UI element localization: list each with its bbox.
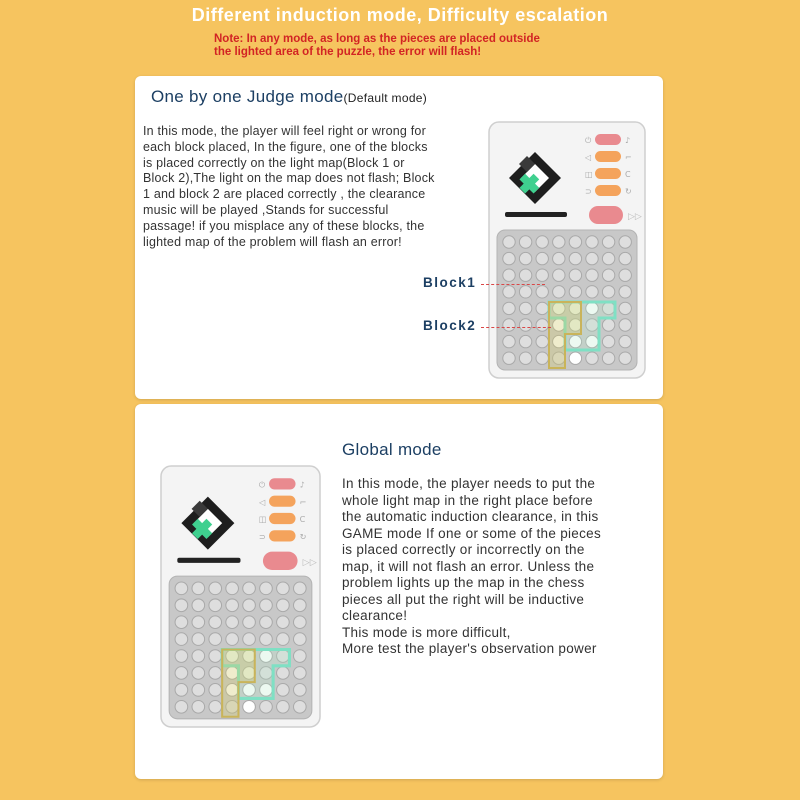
peg bbox=[209, 599, 222, 612]
peg bbox=[519, 286, 531, 298]
peg bbox=[553, 236, 565, 248]
peg bbox=[503, 352, 515, 364]
peg bbox=[192, 633, 205, 646]
block1-label: Block1 bbox=[423, 275, 477, 290]
peg bbox=[586, 286, 598, 298]
device-icon: C bbox=[299, 514, 306, 525]
peg bbox=[243, 582, 256, 595]
peg bbox=[192, 582, 205, 595]
device-judge bbox=[487, 120, 647, 385]
judge-mode-line: Block 2),The light on the map does not flash; Block bbox=[143, 171, 435, 186]
global-mode-line: More test the player's observation power bbox=[342, 641, 597, 656]
peg bbox=[192, 700, 205, 713]
peg bbox=[175, 633, 188, 646]
peg bbox=[192, 667, 205, 680]
judge-mode-line: 1 and block 2 are placed correctly , the clearance bbox=[143, 187, 426, 202]
peg bbox=[602, 352, 614, 364]
peg bbox=[175, 616, 188, 629]
peg bbox=[503, 236, 515, 248]
global-mode-line: GAME mode If one or some of the pieces bbox=[342, 525, 602, 541]
device-icon: ↻ bbox=[299, 531, 307, 542]
note-line-2: the lighted area of the puzzle, the error will flash! bbox=[214, 46, 482, 58]
device-icon: C bbox=[625, 170, 631, 179]
peg bbox=[503, 252, 515, 264]
peg bbox=[503, 302, 515, 314]
peg bbox=[294, 582, 307, 595]
page-title: Different induction mode, Difficulty escalation bbox=[191, 5, 609, 25]
peg bbox=[536, 236, 548, 248]
peg bbox=[519, 252, 531, 264]
peg bbox=[175, 700, 188, 713]
peg bbox=[260, 599, 273, 612]
peg bbox=[175, 667, 188, 680]
peg bbox=[209, 616, 222, 629]
device-button bbox=[269, 496, 296, 507]
peg bbox=[586, 269, 598, 281]
block2-pointer bbox=[481, 327, 551, 328]
peg bbox=[503, 286, 515, 298]
peg bbox=[519, 352, 531, 364]
peg bbox=[569, 352, 581, 364]
peg bbox=[536, 252, 548, 264]
peg bbox=[602, 252, 614, 264]
global-mode-line: pieces all put the right will be inductive bbox=[342, 591, 585, 607]
peg bbox=[553, 269, 565, 281]
shape-icon: ◫ bbox=[258, 514, 267, 525]
block2-label: Block2 bbox=[423, 318, 477, 333]
peg bbox=[294, 616, 307, 629]
status-bar bbox=[505, 212, 567, 217]
peg bbox=[277, 633, 290, 646]
note-line-1: Note: In any mode, as long as the pieces are placed outside bbox=[214, 33, 540, 45]
big-pink-button bbox=[589, 206, 623, 224]
peg bbox=[277, 599, 290, 612]
peg bbox=[226, 633, 239, 646]
peg bbox=[209, 633, 222, 646]
peg bbox=[519, 236, 531, 248]
peg bbox=[619, 352, 631, 364]
judge-mode-title-text: One by one Judge mode bbox=[151, 87, 344, 106]
fast-forward-icon: ▷▷ bbox=[302, 556, 317, 568]
peg bbox=[503, 269, 515, 281]
puzzle-device bbox=[158, 464, 323, 729]
judge-mode-line: is placed correctly on the light map(Block 1 or bbox=[143, 155, 405, 170]
peg bbox=[243, 700, 256, 713]
peg bbox=[209, 650, 222, 663]
peg bbox=[277, 667, 290, 680]
global-mode-line: clearance! bbox=[342, 608, 408, 623]
peg bbox=[294, 599, 307, 612]
peg bbox=[602, 335, 614, 347]
peg bbox=[536, 302, 548, 314]
peg bbox=[294, 700, 307, 713]
peg bbox=[503, 335, 515, 347]
power-icon: ⏻ bbox=[258, 479, 266, 490]
peg bbox=[619, 319, 631, 331]
peg bbox=[536, 286, 548, 298]
peg bbox=[586, 236, 598, 248]
peg bbox=[586, 352, 598, 364]
peg bbox=[536, 352, 548, 364]
note-text bbox=[214, 33, 614, 59]
peg bbox=[209, 667, 222, 680]
peg bbox=[294, 684, 307, 697]
peg bbox=[619, 286, 631, 298]
judge-mode-line: passage! if you misplace any of these blocks, the bbox=[143, 218, 425, 233]
global-mode-line: In this mode, the player needs to put the bbox=[342, 476, 596, 491]
status-bar bbox=[177, 558, 240, 563]
device-button bbox=[595, 151, 621, 162]
peg bbox=[294, 667, 307, 680]
block1-pointer bbox=[481, 284, 545, 285]
peg bbox=[294, 633, 307, 646]
puzzle-device bbox=[487, 120, 647, 380]
peg bbox=[569, 252, 581, 264]
device-button bbox=[269, 478, 296, 489]
device-button bbox=[269, 513, 296, 524]
peg bbox=[175, 582, 188, 595]
peg bbox=[260, 582, 273, 595]
peg bbox=[209, 684, 222, 697]
judge-mode-line: lighted map of the problem will flash an error! bbox=[143, 234, 402, 249]
undo-icon: ⊃ bbox=[258, 531, 266, 542]
peg bbox=[569, 286, 581, 298]
peg bbox=[243, 633, 256, 646]
peg bbox=[226, 616, 239, 629]
global-mode-line: whole light map in the right place before bbox=[342, 492, 593, 508]
global-mode-card bbox=[135, 404, 663, 779]
peg bbox=[536, 269, 548, 281]
peg bbox=[586, 252, 598, 264]
peg bbox=[553, 286, 565, 298]
peg bbox=[294, 650, 307, 663]
device-icon: ⌐ bbox=[299, 496, 307, 507]
peg bbox=[226, 582, 239, 595]
peg bbox=[260, 633, 273, 646]
judge-mode-line: In this mode, the player will feel right or wrong for bbox=[143, 124, 426, 138]
device-button bbox=[269, 530, 296, 541]
peg bbox=[226, 599, 239, 612]
peg bbox=[209, 700, 222, 713]
peg bbox=[553, 252, 565, 264]
peg bbox=[519, 269, 531, 281]
peg bbox=[192, 650, 205, 663]
peg bbox=[536, 319, 548, 331]
device-button bbox=[595, 134, 621, 145]
device-icon: ♪ bbox=[625, 136, 631, 145]
peg bbox=[536, 335, 548, 347]
peg bbox=[192, 684, 205, 697]
peg bbox=[569, 236, 581, 248]
peg bbox=[277, 582, 290, 595]
judge-mode-subtitle: (Default mode) bbox=[343, 91, 428, 105]
device-icon: ↻ bbox=[625, 187, 632, 196]
peg bbox=[619, 252, 631, 264]
peg bbox=[619, 236, 631, 248]
peg bbox=[175, 599, 188, 612]
peg bbox=[260, 616, 273, 629]
peg bbox=[243, 599, 256, 612]
peg bbox=[277, 700, 290, 713]
peg bbox=[192, 599, 205, 612]
peg bbox=[519, 302, 531, 314]
left-arrow-icon: ◁ bbox=[585, 153, 592, 162]
peg bbox=[569, 269, 581, 281]
peg bbox=[519, 319, 531, 331]
device-button bbox=[595, 185, 621, 196]
fast-forward-icon: ▷▷ bbox=[628, 212, 642, 222]
peg bbox=[175, 684, 188, 697]
global-mode-description bbox=[342, 476, 652, 658]
shape-icon: ◫ bbox=[585, 170, 593, 179]
peg bbox=[175, 650, 188, 663]
global-mode-line: the automatic induction clearance, in this bbox=[342, 509, 599, 524]
peg bbox=[277, 684, 290, 697]
peg bbox=[243, 616, 256, 629]
judge-mode-line: each block placed, In the figure, one of the blocks bbox=[143, 139, 428, 154]
device-button bbox=[595, 168, 621, 179]
peg bbox=[619, 302, 631, 314]
peg bbox=[519, 335, 531, 347]
global-mode-line: This mode is more difficult, bbox=[342, 624, 511, 640]
judge-mode-title bbox=[151, 87, 427, 107]
global-mode-title: Global mode bbox=[342, 440, 442, 459]
peg bbox=[602, 319, 614, 331]
peg bbox=[602, 236, 614, 248]
big-pink-button bbox=[263, 552, 298, 570]
undo-icon: ⊃ bbox=[585, 187, 592, 196]
device-icon: ⌐ bbox=[625, 153, 632, 162]
judge-mode-line: music will be played ,Stands for successful bbox=[143, 202, 389, 217]
device-global bbox=[158, 464, 323, 734]
peg bbox=[619, 269, 631, 281]
peg bbox=[277, 616, 290, 629]
power-icon: ⏻ bbox=[585, 136, 592, 145]
judge-mode-card bbox=[135, 76, 663, 399]
global-mode-line: map, it will not flash an error. Unless the bbox=[342, 558, 595, 574]
peg bbox=[260, 700, 273, 713]
peg bbox=[503, 319, 515, 331]
peg bbox=[209, 582, 222, 595]
peg bbox=[602, 286, 614, 298]
judge-mode-description bbox=[143, 124, 493, 250]
peg bbox=[619, 335, 631, 347]
peg bbox=[192, 616, 205, 629]
left-arrow-icon: ◁ bbox=[258, 496, 266, 507]
peg bbox=[602, 269, 614, 281]
global-mode-line: is placed correctly or incorrectly on the bbox=[342, 542, 585, 557]
global-mode-line: problem lights up the map in the chess bbox=[342, 575, 585, 590]
device-icon: ♪ bbox=[299, 479, 305, 490]
